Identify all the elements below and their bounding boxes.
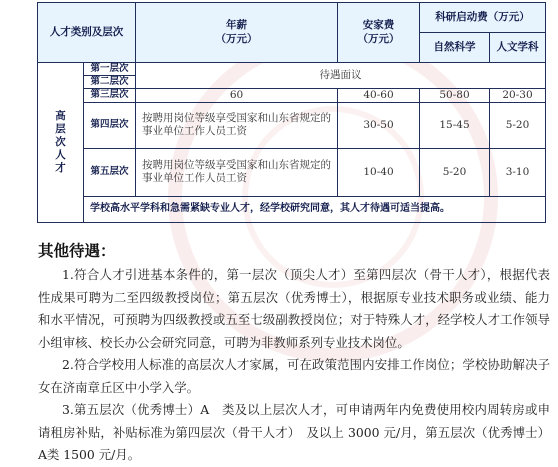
level-2-label: 第二层次	[84, 75, 136, 88]
level-5-label: 第五层次	[84, 148, 136, 196]
level-5-housing: 10-40	[338, 148, 420, 196]
level-5-humanities: 3-10	[490, 148, 546, 196]
paragraph-1	[38, 264, 550, 354]
level-4-salary: 按聘用岗位等级享受国家和山东省规定的事业单位工作人员工资	[136, 102, 338, 148]
paragraph-3-text: 3.第五层次（优秀博士）A 类及以上层次人才，可申请两年内免费使用校内周转房或申请租房补贴，补贴标准为第四层次（骨干人才） 及以上 3000 元/月，第五层次（优秀博士） A类 1500 元/月。	[38, 402, 550, 463]
header-housing: 安家费 （万元）	[338, 3, 420, 63]
level-5-natural: 5-20	[420, 148, 490, 196]
high-level-talent-label: 高 层 次 人 才	[38, 63, 84, 223]
level-1-label: 第一层次	[84, 63, 136, 76]
paragraph-2	[38, 354, 550, 399]
level-5-salary: 按聘用岗位等级享受国家和山东省规定的事业单位工作人员工资	[136, 148, 338, 196]
level-3-natural: 50-80	[420, 88, 490, 102]
header-salary: 年薪 （万元）	[136, 3, 338, 63]
level-4-housing: 30-50	[338, 102, 420, 148]
header-category: 人才类别及层次	[38, 3, 136, 63]
level-3-label: 第三层次	[84, 88, 136, 102]
header-research-funding: 科研启动费（万元）	[420, 3, 546, 33]
level-4-humanities: 5-20	[490, 102, 546, 148]
level-3-humanities: 20-30	[490, 88, 546, 102]
header-natural-science: 自然科学	[420, 33, 490, 63]
table-footnote: 学校高水平学科和急需紧缺专业人才，经学校研究同意，其人才待遇可适当提高。	[84, 196, 546, 222]
paragraph-3	[38, 399, 550, 467]
negotiable-cell: 待遇面议	[136, 63, 546, 89]
level-4-natural: 15-45	[420, 102, 490, 148]
header-humanities: 人文学科	[490, 33, 546, 63]
talent-benefits-table	[37, 2, 546, 223]
section-title: 其他待遇：	[38, 242, 116, 260]
level-4-label: 第四层次	[84, 102, 136, 148]
level-3-salary: 60	[136, 88, 338, 102]
paragraph-2-text: 2.符合学校用人标准的高层次人才家属，可在政策范围内安排工作岗位；学校协助解决子女在济南章丘区中小学入学。	[38, 357, 550, 395]
paragraph-1-text: 1.符合人才引进基本条件的，第一层次（顶尖人才）至第四层次（骨干人才），根据代表性成果可聘为二至四级教授岗位；第五层次（优秀博士），根据原专业技术职务或业绩、能力和水平情况，可预聘为四级教授或五至七级副教授岗位；对于特殊人才，经学校人才工作领导小组审核、校长办公会研究同意，可聘为非教师系列专业技术岗位。	[38, 267, 550, 350]
level-3-housing: 40-60	[338, 88, 420, 102]
